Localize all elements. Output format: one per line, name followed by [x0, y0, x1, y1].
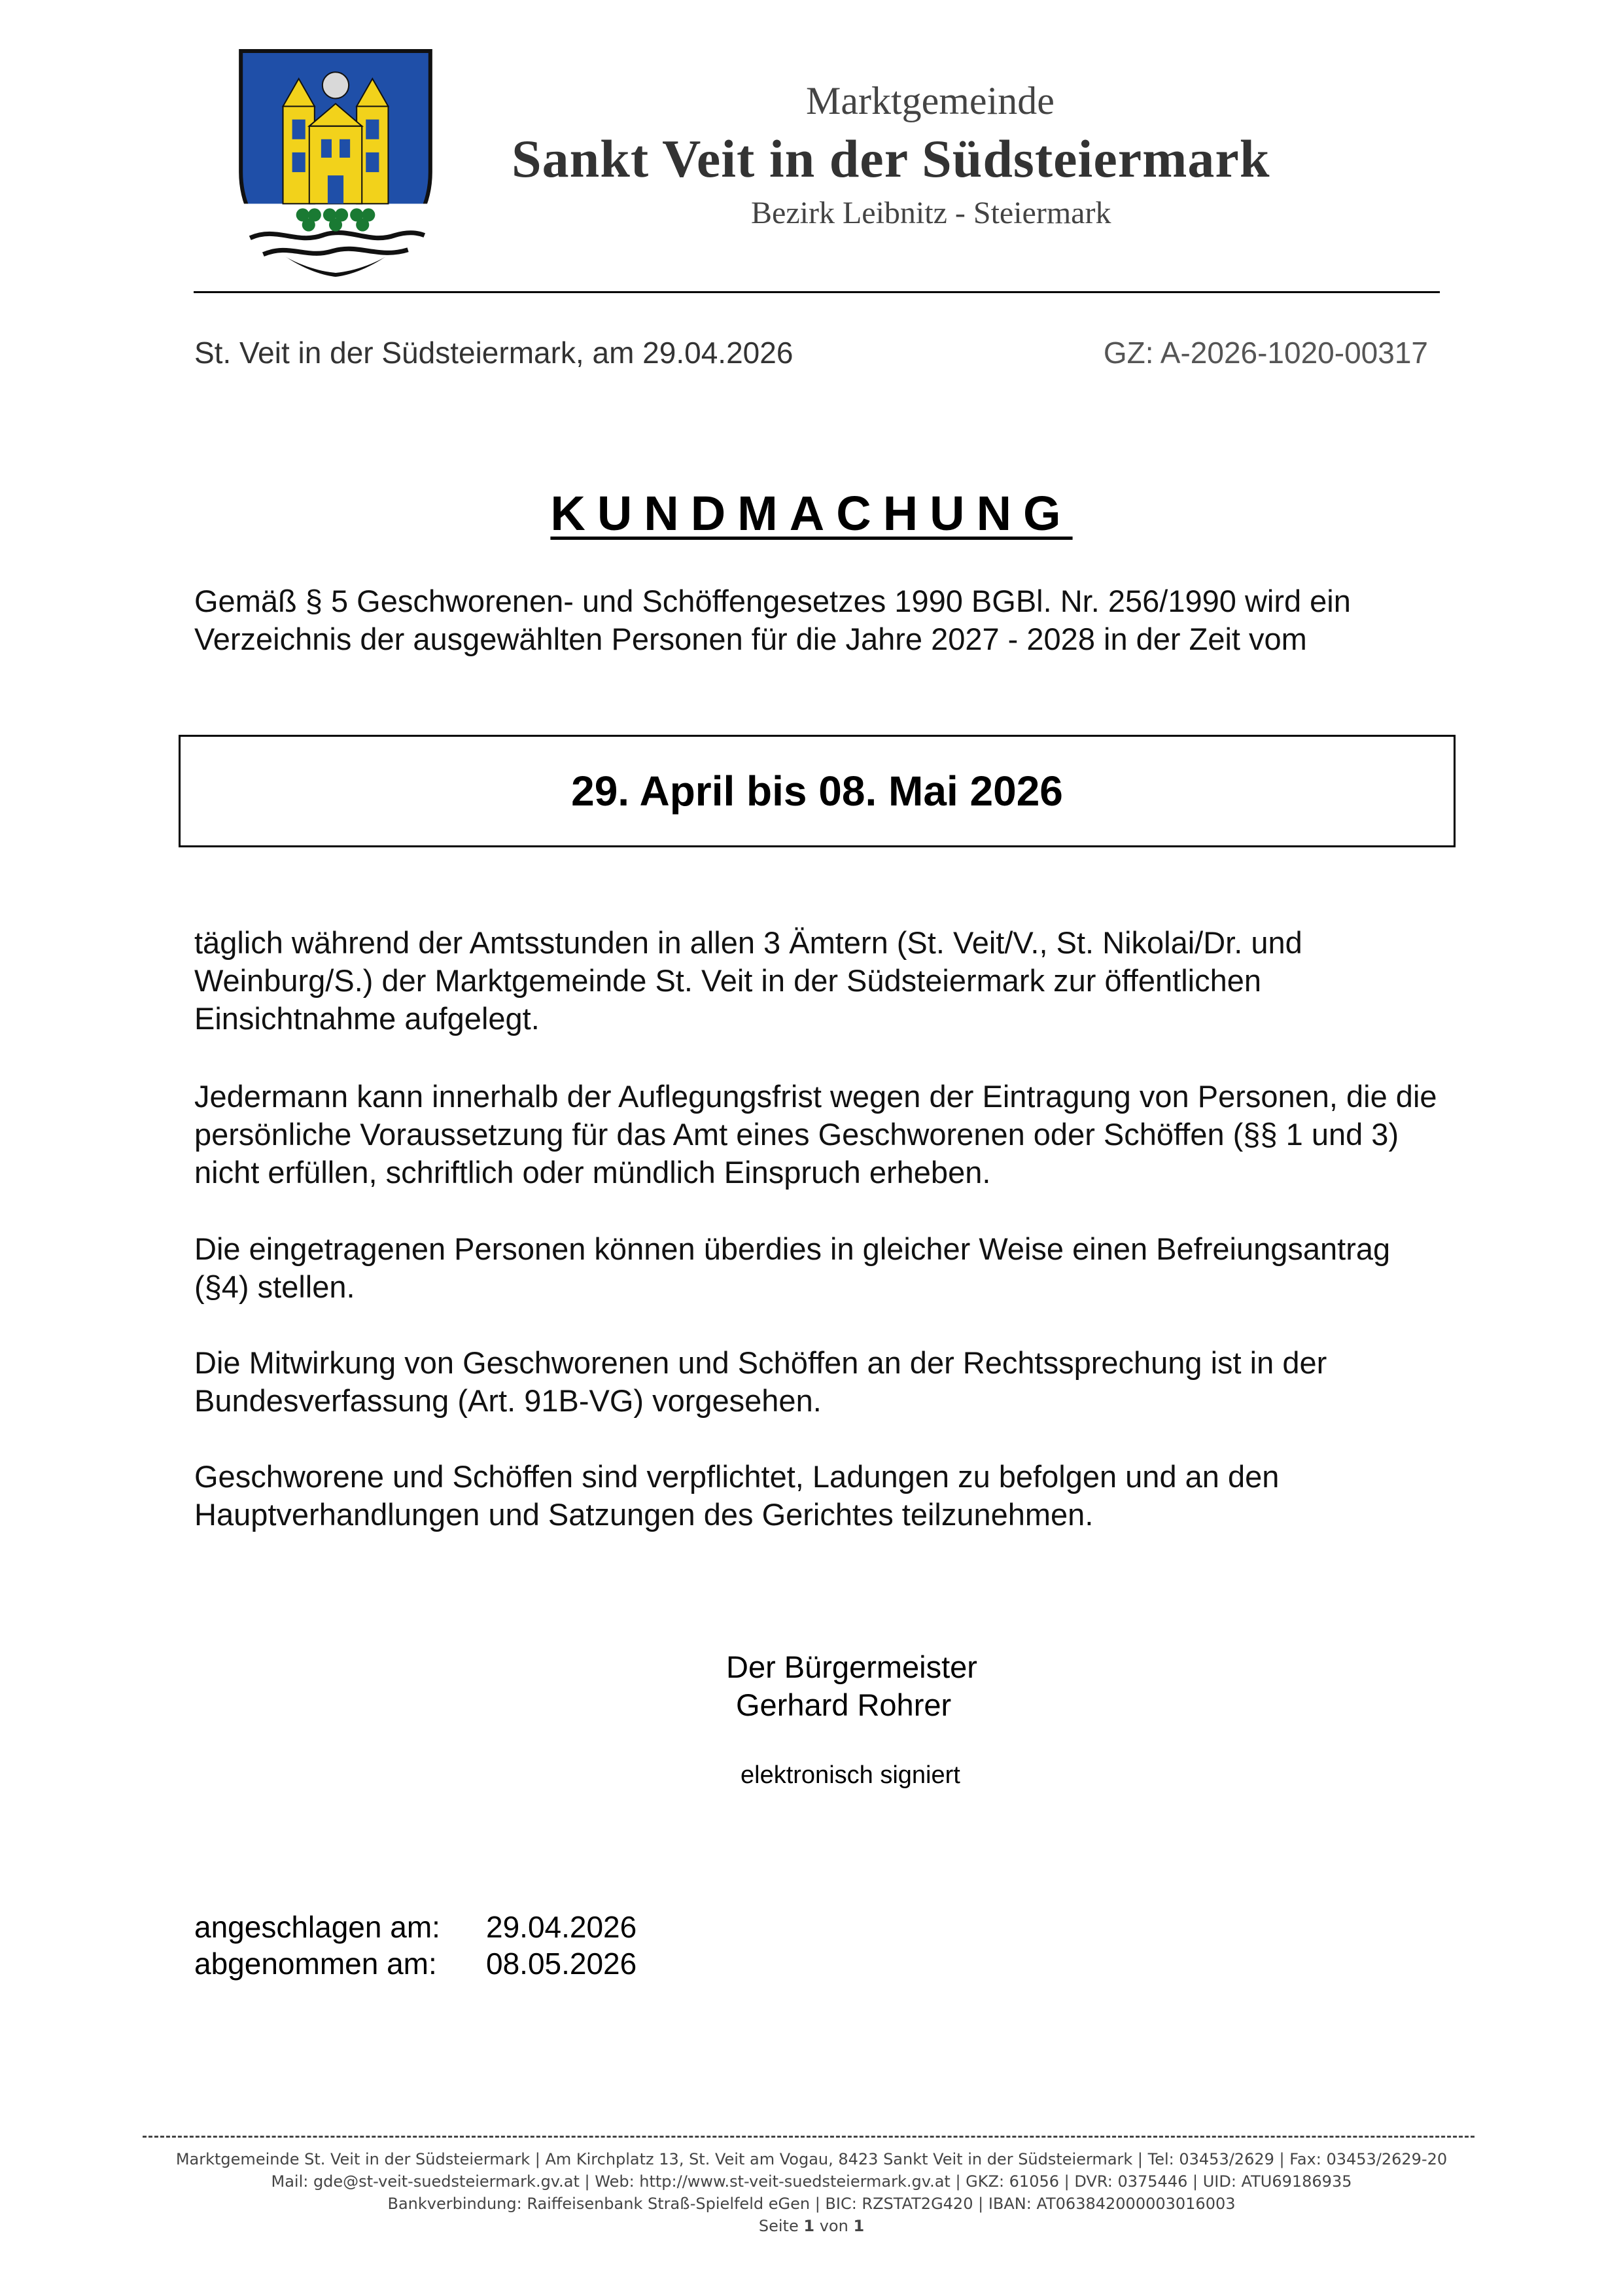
header-municipality-type: Marktgemeinde	[806, 79, 1055, 122]
signature-name: Gerhard Rohrer	[736, 1687, 952, 1722]
footer-contact: Mail: gde@st-veit-suedsteiermark.gv.at | Web: http://www.st-veit-suedsteiermark.gv.at | GKZ: 61056 | DVR: 0375446 | UID: ATU69186935	[271, 2172, 1352, 2191]
footer-divider	[143, 2136, 1475, 2138]
footer-bank: Bankverbindung: Raiffeisenbank Straß-Spielfeld eGen | BIC: RZSTAT2G420 | IBAN: AT063842000003016003	[387, 2195, 1236, 2213]
header-municipality-name: Sankt Veit in der Südsteiermark	[512, 129, 1270, 188]
municipal-crest-icon	[237, 47, 434, 277]
paragraph-constitution: Die Mitwirkung von Geschworenen und Schöffen an der Rechtssprechung ist in der Bundesverfassung (Art. 91B-VG) vorgesehen.	[194, 1345, 1327, 1418]
intro-paragraph: Gemäß § 5 Geschworenen- und Schöffengesetzes 1990 BGBl. Nr. 256/1990 wird ein Verzeichnis der ausgewählten Personen für die Jahre 2027 - 2028 in der Zeit vom	[194, 584, 1351, 656]
removed-label: abgenommen am:	[194, 1947, 437, 1981]
header-divider	[194, 291, 1440, 293]
signature-role: Der Bürgermeister	[726, 1650, 977, 1684]
posted-label: angeschlagen am:	[194, 1910, 440, 1944]
paragraph-obligations: Geschworene und Schöffen sind verpflichtet, Ladungen zu befolgen und an den Hauptverhandlungen und Satzungen des Gerichtes teilzunehmen.	[194, 1459, 1280, 1532]
paragraph-exemption: Die eingetragenen Personen können überdies in gleicher Weise einen Befreiungsantrag (§4) stellen.	[194, 1231, 1391, 1304]
period-box	[179, 735, 1456, 847]
paragraph-objection: Jedermann kann innerhalb der Auflegungsfrist wegen der Eintragung von Personen, die die persönliche Voraussetzung für das Amt eines Geschworenen oder Schöffen (§§ 1 und 3) nicht erfüllen, schriftlich oder mündlich Einspruch erheben.	[194, 1079, 1437, 1190]
header-district: Bezirk Leibnitz - Steiermark	[751, 196, 1111, 230]
posted-date: 29.04.2026	[486, 1910, 637, 1944]
posted-row	[194, 1909, 637, 1945]
page-title: KUNDMACHUNG	[550, 486, 1073, 540]
page-number: Seite 1 von 1	[758, 2217, 865, 2235]
signature-note: elektronisch signiert	[741, 1761, 960, 1789]
removed-date: 08.05.2026	[486, 1947, 637, 1981]
paragraph-display-location: täglich während der Amtsstunden in allen 3 Ämtern (St. Veit/V., St. Nikolai/Dr. und Weinburg/S.) der Marktgemeinde St. Veit in der Südsteiermark zur öffentlichen Einsichtnahme aufgelegt.	[194, 925, 1302, 1036]
reference-number: GZ: A-2026-1020-00317	[1103, 336, 1428, 370]
place-date: St. Veit in der Südsteiermark, am 29.04.2026	[194, 336, 794, 370]
footer-address: Marktgemeinde St. Veit in der Südsteiermark | Am Kirchplatz 13, St. Veit am Vogau, 8423 Sankt Veit in der Südsteiermark | Tel: 03453/2629 | Fax: 03453/2629-20	[175, 2150, 1448, 2168]
removed-row	[194, 1946, 637, 1981]
period-text: 29. April bis 08. Mai 2026	[571, 768, 1063, 815]
